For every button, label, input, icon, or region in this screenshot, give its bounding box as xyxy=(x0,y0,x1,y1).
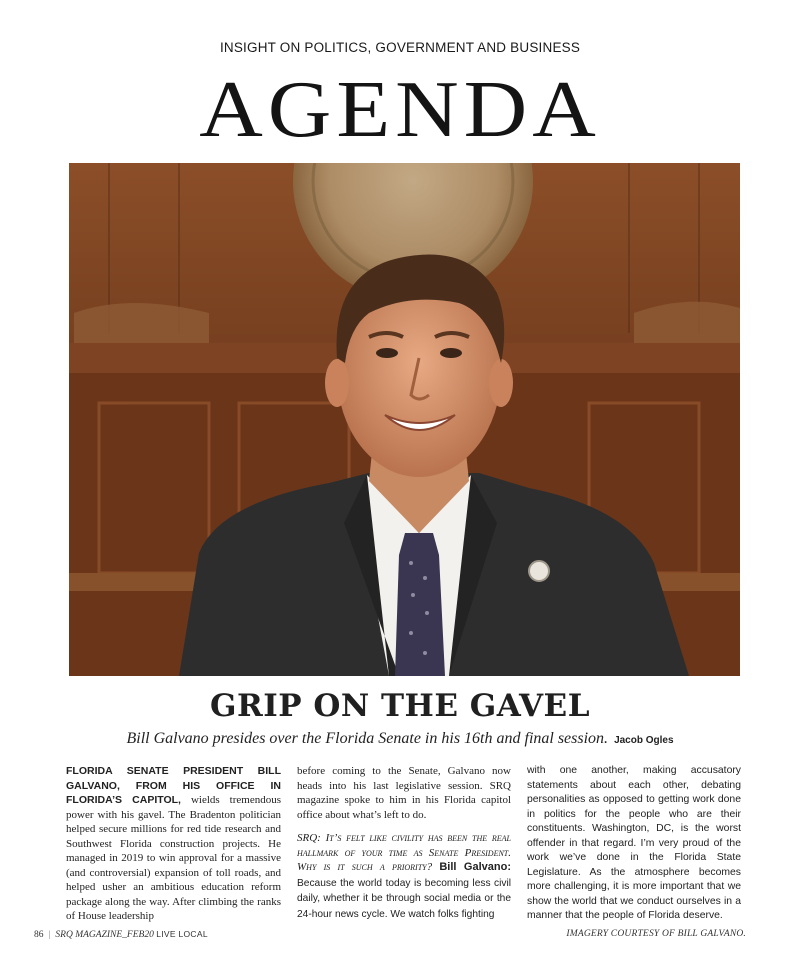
column-2-text: before coming to the Senate, Galvano now heads into his last legislative session. SRQ magazine spoke to him in his Florida capitol office about what’s left to do. xyxy=(297,765,511,821)
imagery-credit: IMAGERY COURTESY OF BILL GALVANO. xyxy=(566,929,746,939)
column-3-text: with one another, making accusatory statements about each other, debating personalities as opposed to getting work done in politics for the people who are their constituents. Washington, DC, is the worst offender in that regard. I’m very proud of the work we’ve done in the Florida State Legislature. As the atmosphere becomes more challenging, it is more important that we show the world that we conduct ourselves in a manner that the people of Florida deserve. xyxy=(527,765,741,921)
article-column-1 xyxy=(66,764,281,933)
portrait-photo xyxy=(69,163,740,676)
page-footer xyxy=(34,929,208,940)
article-column-3 xyxy=(527,764,741,933)
photo-credit: Jacob Ogles xyxy=(614,735,674,746)
lead-in: FLORIDA SENATE PRESIDENT BILL GALVANO, FROM HIS OFFICE IN FLORIDA’S CAPITOL, xyxy=(66,765,281,806)
section-kicker: INSIGHT ON POLITICS, GOVERNMENT AND BUSINESS xyxy=(219,40,581,55)
deck-text: Bill Galvano presides over the Florida Senate in his 16th and final session. xyxy=(126,730,609,747)
masthead-title: AGENDA xyxy=(199,64,601,155)
article-column-2 xyxy=(297,764,511,931)
article-headline: GRIP ON THE GAVEL xyxy=(209,688,590,724)
section-name: LIVE LOCAL xyxy=(156,929,208,939)
page-number: 86 xyxy=(34,930,44,940)
magazine-name: SRQ MAGAZINE_FEB20 xyxy=(55,930,154,940)
interviewee-name: Bill Galvano: xyxy=(439,861,511,873)
footer-divider: | xyxy=(48,930,51,940)
answer-text: Because the world today is becoming less civil daily, whether it be through social media or the 24-hour news cycle. We watch folks fighting xyxy=(297,877,511,920)
interview-question: SRQ: It’s felt like civility has been the real hallmark of your time as Senate President. Why is it such a priority? xyxy=(297,832,511,873)
column-1-text: wields tremendous power with his gavel. The Bradenton politician helped secure millions for red tide research and Southwest Florida construction projects. He managed in 2019 to win approval for a massive (and controversial) expansion of toll roads, and helped usher an ambitious education reform package along the way. After climbing the ranks of House leadership xyxy=(66,794,281,922)
article-deck xyxy=(0,730,800,748)
